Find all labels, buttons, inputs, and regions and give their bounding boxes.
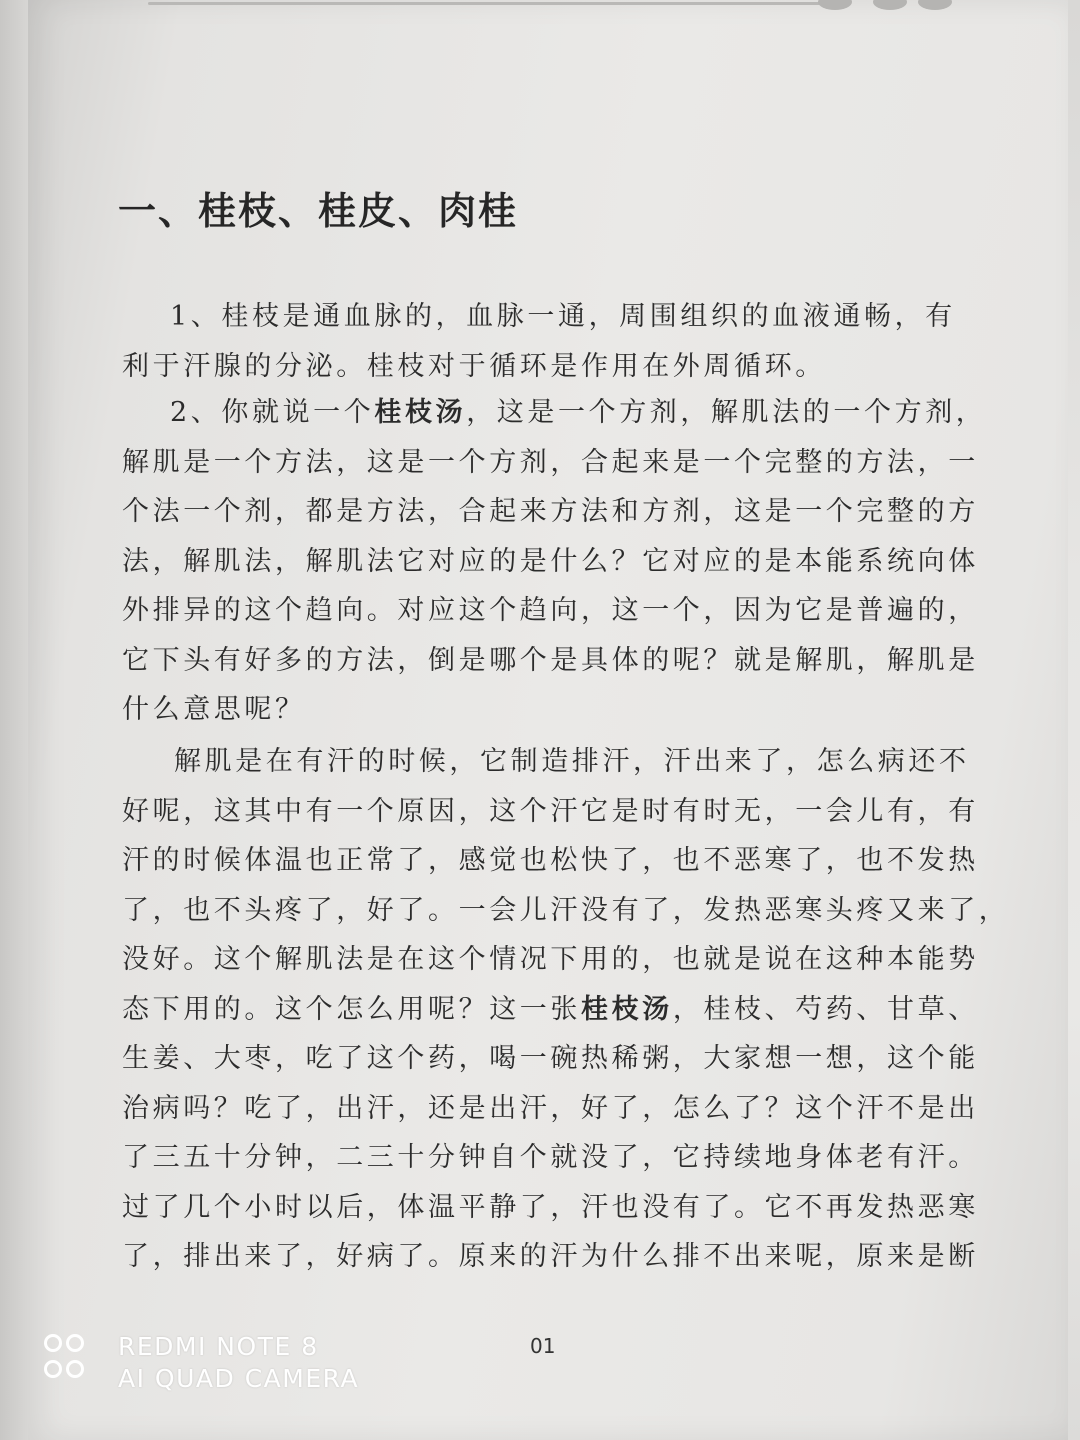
text-segment: ，桂枝、芍药、甘草、 [672, 993, 979, 1025]
text-segment: 了，也不头疼了，好了。一会儿汗没有了，发热恶寒头疼又来了， [122, 894, 1010, 926]
bold-term: 桂枝汤 [374, 397, 467, 428]
page-tab-marker [873, 0, 907, 10]
text-segment: 生姜、大枣，吃了这个药，喝一碗热稀粥，大家想一想，这个能 [122, 1043, 979, 1074]
text-segment: 汗的时候体温也正常了，感觉也松快了，也不恶寒了，也不发热 [122, 845, 979, 876]
section-title: 一、桂枝、桂皮、肉桂 [118, 188, 519, 233]
text-line [122, 836, 979, 886]
text-line [122, 342, 952, 392]
book-spine-edge [0, 0, 28, 1440]
text-segment: 了三五十分钟，二三十分钟自个就没了，它持续地身体老有汗。 [122, 1142, 979, 1173]
text-line [122, 537, 979, 587]
paragraph [122, 292, 956, 391]
text-line [122, 487, 979, 537]
text-segment: 它下头有好多的方法，倒是哪个是具体的呢？就是解肌，解肌是 [122, 644, 979, 676]
page-tab-marker [918, 0, 952, 10]
text-segment: 法，解肌法，解肌法它对应的是什么？它对应的是本能系统向体 [122, 545, 979, 577]
text-line [122, 1034, 979, 1084]
bold-term: 桂枝汤 [581, 993, 673, 1025]
text-segment: 个法一个剂，都是方法，合起来方法和方剂，这是一个完整的方 [122, 496, 979, 527]
text-segment: 外排异的这个趋向。对应这个趋向，这一个，因为它是普遍的， [122, 595, 979, 626]
text-line [122, 1232, 979, 1282]
text-line [122, 636, 979, 686]
text-line [122, 886, 1010, 936]
watermark-camera-name: AI QUAD CAMERA [118, 1364, 360, 1393]
text-segment: 治病吗？吃了，出汗，还是出汗，好了，怎么了？这个汗不是出 [122, 1092, 979, 1124]
text-line [122, 935, 979, 985]
text-segment: ，这是一个方剂，解肌法的一个方剂， [466, 397, 987, 428]
text-segment: 没好。这个解肌法是在这个情况下用的，也就是说在这种本能势 [122, 944, 979, 975]
page-number: 01 [530, 1334, 556, 1358]
camera-logo-icon [44, 1330, 100, 1390]
watermark-device-name: REDMI NOTE 8 [118, 1332, 319, 1361]
text-line [122, 292, 956, 342]
text-line [122, 586, 979, 636]
text-segment: 态下用的。这个怎么用呢？这一张 [122, 993, 581, 1025]
paragraph [122, 737, 1010, 1282]
text-line [122, 787, 979, 837]
text-line [122, 737, 970, 787]
page-tab-marker [818, 0, 852, 10]
text-line [122, 438, 979, 488]
text-segment: 解肌是一个方法，这是一个方剂，合起来是一个完整的方法，一 [122, 446, 979, 478]
text-line [122, 1183, 979, 1233]
paragraph [122, 388, 987, 735]
text-segment: 1、桂枝是通血脉的，血脉一通，周围组织的血液通畅，有 [170, 301, 956, 332]
text-segment: 2、你就说一个 [170, 397, 375, 428]
text-line [122, 985, 979, 1035]
previous-page-edge [148, 2, 838, 5]
text-line [122, 685, 952, 735]
text-line [122, 388, 987, 438]
text-segment: 解肌是在有汗的时候，它制造排汗，汗出来了，怎么病还不 [174, 746, 970, 777]
text-line [122, 1084, 979, 1134]
text-line [122, 1133, 979, 1183]
text-segment: 了，排出来了，好病了。原来的汗为什么排不出来呢，原来是断 [122, 1241, 979, 1272]
text-segment: 过了几个小时以后，体温平静了，汗也没有了。它不再发热恶寒 [122, 1191, 979, 1223]
text-segment: 好呢，这其中有一个原因，这个汗它是时有时无，一会儿有，有 [122, 795, 979, 827]
text-segment: 什么意思呢？ [122, 694, 306, 725]
text-segment: 利于汗腺的分泌。桂枝对于循环是作用在外周循环。 [122, 350, 826, 382]
